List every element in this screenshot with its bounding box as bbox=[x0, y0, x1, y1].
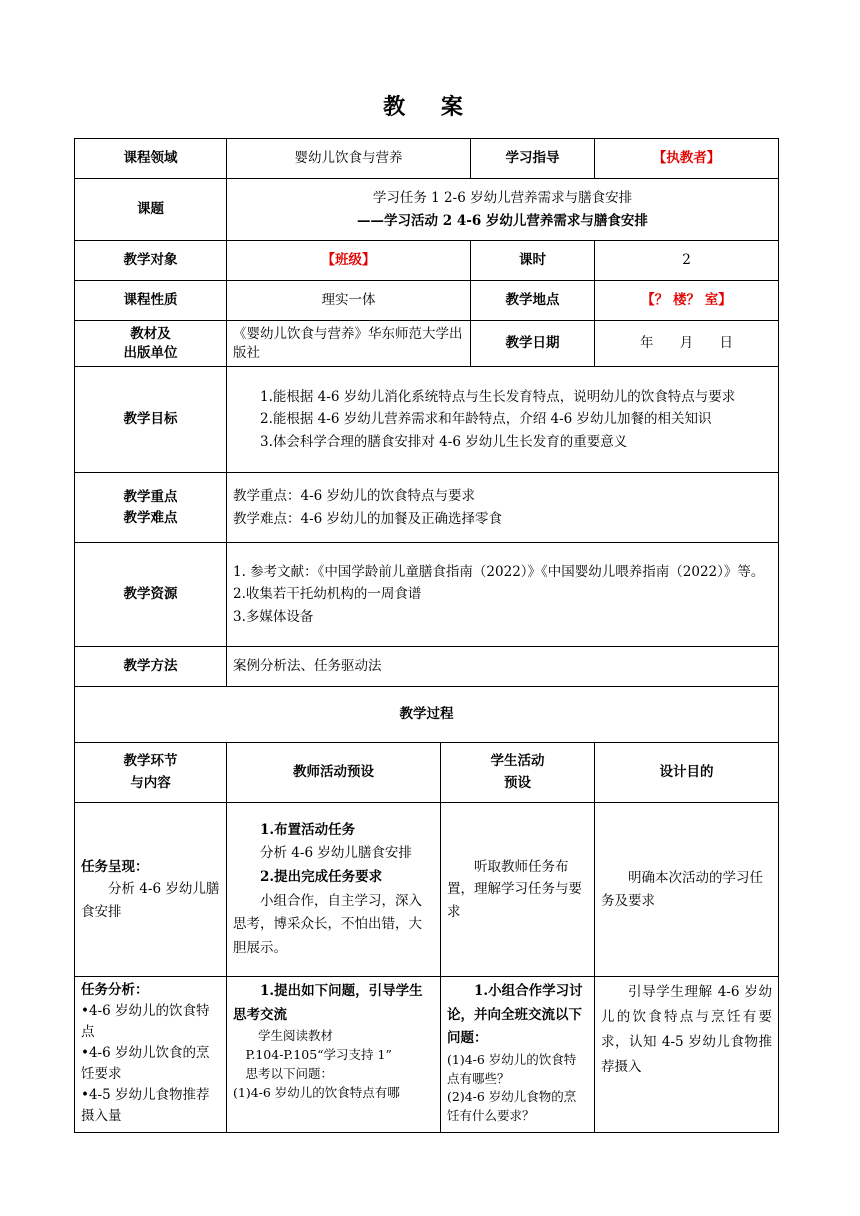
stage-item: •4-6 岁幼儿饮食的烹饪要求 bbox=[81, 1044, 210, 1082]
stage-text: 分析 4-6 岁幼儿膳食安排 bbox=[81, 881, 220, 920]
row-process-2 bbox=[75, 977, 779, 1133]
goal-item: 1.能根据 4-6 岁幼儿消化系统特点与生长发育特点，说明幼儿的饮食特点与要求 bbox=[260, 389, 736, 406]
purpose-text: 引导学生理解 4-6 岁幼儿的饮食特点与烹饪有要求，认知 4-5 岁幼儿食物推荐摄入 bbox=[601, 984, 772, 1075]
student-text: (2)4-6 岁幼儿食物的烹饪有什么要求？ bbox=[447, 1089, 577, 1124]
student-text: (1)4-6 岁幼儿的饮食特点有哪些？ bbox=[447, 1051, 577, 1086]
keypoints-content bbox=[227, 473, 779, 543]
topic-line-2: ——学习活动 2 4-6 岁幼儿营养需求与膳食安排 bbox=[357, 212, 648, 229]
date-value: 年 月 日 bbox=[595, 321, 779, 367]
keypoints-label-line-1: 教学重点 bbox=[123, 489, 178, 506]
guide-value: 【执教者】 bbox=[595, 139, 779, 179]
teacher-text: 小组合作，自主学习，深入思考，博采众长，不怕出错，大胆展示。 bbox=[233, 892, 422, 956]
place-value: 【？ 楼？ 室】 bbox=[595, 281, 779, 321]
purpose-cell-2 bbox=[595, 977, 779, 1133]
teacher-text: 思考以下问题： bbox=[245, 1065, 334, 1081]
row-keypoints bbox=[75, 473, 779, 543]
topic-label: 课题 bbox=[75, 179, 227, 241]
resource-item: 3.多媒体设备 bbox=[233, 608, 314, 625]
textbook-label bbox=[75, 321, 227, 367]
resource-item: 2.收集若干托幼机构的一周食谱 bbox=[233, 586, 422, 603]
row-process-headers bbox=[75, 743, 779, 803]
purpose-text: 明确本次活动的学习任务及要求 bbox=[601, 870, 763, 909]
process-title: 教学过程 bbox=[75, 687, 779, 743]
resource-item: 1. 参考文献：《中国学龄前儿童膳食指南（2022）》《中国婴幼儿喂养指南（2022）》等。 bbox=[233, 564, 765, 581]
keypoints-label-line-2: 教学难点 bbox=[123, 509, 178, 526]
row-course-field bbox=[75, 139, 779, 179]
difficulty-point: 教学难点：4-6 岁幼儿的加餐及正确选择零食 bbox=[233, 510, 503, 527]
hours-label: 课时 bbox=[471, 241, 595, 281]
teacher-cell-1 bbox=[227, 803, 441, 977]
course-field-label: 课程领域 bbox=[75, 139, 227, 179]
header-student-line-2: 预设 bbox=[504, 774, 531, 791]
textbook-value: 《婴幼儿饮食与营养》华东师范大学出版社 bbox=[227, 321, 471, 367]
header-stage-line-1: 教学环节 bbox=[123, 752, 178, 769]
teacher-text: P.104-P.105“学习支持 1” bbox=[245, 1047, 392, 1062]
row-process-1 bbox=[75, 803, 779, 977]
teacher-heading: 2.提出完成任务要求 bbox=[260, 868, 383, 885]
topic-value bbox=[227, 179, 779, 241]
row-topic bbox=[75, 179, 779, 241]
header-purpose: 设计目的 bbox=[595, 743, 779, 803]
header-teacher: 教师活动预设 bbox=[227, 743, 441, 803]
goal-item: 2.能根据 4-6 岁幼儿营养需求和年龄特点，介绍 4-6 岁幼儿加餐的相关知识 bbox=[260, 411, 712, 428]
row-target bbox=[75, 241, 779, 281]
nature-value: 理实一体 bbox=[227, 281, 471, 321]
row-nature bbox=[75, 281, 779, 321]
header-student bbox=[441, 743, 595, 803]
stage-cell-2 bbox=[75, 977, 227, 1133]
nature-label: 课程性质 bbox=[75, 281, 227, 321]
target-label: 教学对象 bbox=[75, 241, 227, 281]
teacher-text: (1)4-6 岁幼儿的饮食特点有哪 bbox=[233, 1084, 400, 1100]
date-label: 教学日期 bbox=[471, 321, 595, 367]
header-student-line-1: 学生活动 bbox=[490, 752, 545, 769]
stage-item: •4-5 岁幼儿食物推荐摄入量 bbox=[81, 1086, 210, 1124]
student-text: 听取教师任务布置，理解学习任务与要求 bbox=[447, 859, 582, 920]
header-stage-line-2: 与内容 bbox=[130, 774, 171, 791]
place-label: 教学地点 bbox=[471, 281, 595, 321]
goals-content bbox=[227, 367, 779, 473]
teacher-text: 分析 4-6 岁幼儿膳食安排 bbox=[260, 845, 412, 862]
resources-content bbox=[227, 543, 779, 647]
key-point: 教学重点：4-6 岁幼儿的饮食特点与要求 bbox=[233, 488, 476, 505]
student-cell-2 bbox=[441, 977, 595, 1133]
goal-item: 3.体会科学合理的膳食安排对 4-6 岁幼儿生长发育的重要意义 bbox=[260, 433, 628, 450]
row-textbook bbox=[75, 321, 779, 367]
methods-label: 教学方法 bbox=[75, 647, 227, 687]
course-field-value: 婴幼儿饮食与营养 bbox=[227, 139, 471, 179]
textbook-label-line-1: 教材及 bbox=[130, 325, 171, 342]
stage-title: 任务分析： bbox=[81, 982, 149, 998]
topic-line-1: 学习任务 1 2-6 岁幼儿营养需求与膳食安排 bbox=[372, 190, 633, 207]
lesson-plan-table bbox=[74, 138, 779, 1133]
stage-cell-1 bbox=[75, 803, 227, 977]
resources-label: 教学资源 bbox=[75, 543, 227, 647]
methods-value: 案例分析法、任务驱动法 bbox=[227, 647, 779, 687]
textbook-label-line-2: 出版单位 bbox=[123, 344, 178, 361]
student-cell-1 bbox=[441, 803, 595, 977]
keypoints-label bbox=[75, 473, 227, 543]
row-methods bbox=[75, 647, 779, 687]
teacher-heading: 1.布置活动任务 bbox=[260, 821, 356, 838]
hours-value: 2 bbox=[595, 241, 779, 281]
target-value: 【班级】 bbox=[227, 241, 471, 281]
guide-label: 学习指导 bbox=[471, 139, 595, 179]
teacher-text: 学生阅读教材 bbox=[258, 1028, 334, 1044]
page-title: 教 案 bbox=[383, 95, 477, 120]
row-resources bbox=[75, 543, 779, 647]
header-stage bbox=[75, 743, 227, 803]
stage-title: 任务呈现： bbox=[81, 859, 149, 876]
purpose-cell-1 bbox=[595, 803, 779, 977]
row-process-title bbox=[75, 687, 779, 743]
teacher-cell-2 bbox=[227, 977, 441, 1133]
teacher-heading: 1.提出如下问题，引导学生思考交流 bbox=[233, 983, 423, 1023]
stage-item: •4-6 岁幼儿的饮食特点 bbox=[81, 1002, 210, 1040]
row-goals bbox=[75, 367, 779, 473]
student-heading: 1.小组合作学习讨论，并向全班交流以下问题： bbox=[447, 983, 583, 1047]
goals-label: 教学目标 bbox=[75, 367, 227, 473]
